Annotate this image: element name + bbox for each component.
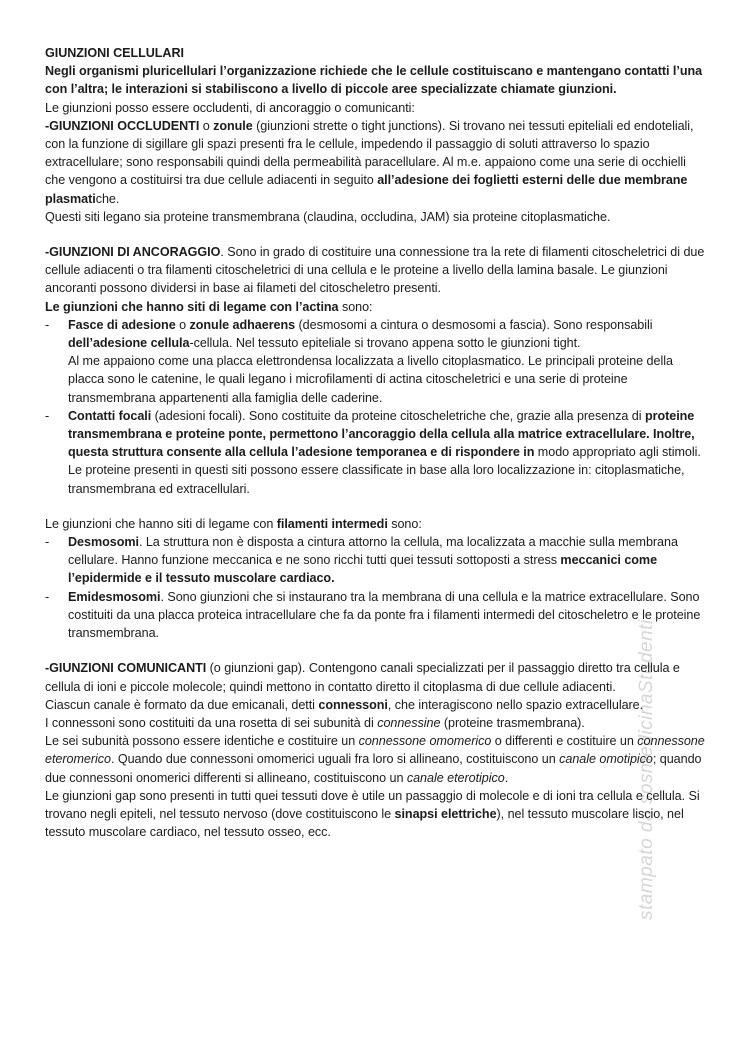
document-title: GIUNZIONI CELLULARI [45,46,184,60]
intermediate-filament-heading: Le giunzioni che hanno siti di legame con filamenti intermedi sono: [45,516,422,531]
intro-paragraph: Negli organismi pluricellulari l’organizzazione richiede che le cellule costituiscano e mantengano contatti l’una con l’altra; le interazioni si stabiliscono a livello di piccole aree specializzate chiamate giunzioni. [45,64,703,97]
gap-junctions-paragraph: -GIUNZIONI COMUNICANTI (o giunzioni gap). Contengono canali specializzati per il passaggio diretto tra cellula e cellula di ioni e piccole molecole; quindi mettono in contatto diretto il citoplasma di due cellule adiacenti. [45,661,680,694]
occluding-junctions-paragraph: -GIUNZIONI OCCLUDENTI o zonule (giunzioni strette o tight junctions). Si trovano nei tessuti epiteliali ed endoteliali, con la funzione di sigillare gli spazi presenti fra le cellule, impedendo il passaggio di soluti attraverso lo spazio extracellulare; sono responsabili quindi della permeabilità paracellulare. Al m.e. appaiono come una serie di occhielli che vengono a costituirsi tra due cellule adiacenti in seguito all’adesione dei foglietti esterni delle due membrane plasmatiche. [45,118,694,206]
gap-tissues-paragraph: Le giunzioni gap sono presenti in tutti quei tessuti dove è utile un passaggio di molecole e di ioni tra cellula e cellula. Si trovano negli epiteli, nel tessuto nervoso (dove costituiscono le sinapsi elettriche), nel tessuto muscolare liscio, nel tessuto muscolare cardiaco, nel tessuto osseo, ecc. [45,788,700,840]
actin-junctions-heading: Le giunzioni che hanno siti di legame con l’actina sono: [45,299,373,314]
connexon-paragraph: Ciascun canale è formato da due emicanali, detti connessoni, che interagiscono nello spazio extracellulare. [45,697,644,712]
document-body [45,44,705,841]
watermark: stampato da sosmedicinaStudenti [636,619,657,920]
list-dash: - [45,535,50,550]
list-item-desmosomes: - Desmosomi. La struttura non è disposta a cintura attorno la cellula, ma localizzata a macchie sulla membrana cellulare. Hanno funzione meccanica e ne sono ricchi tutti quei tessuti sottoposti a stress meccanici come l’epidermide e il tessuto muscolare cardiaco. [45,535,678,586]
list-dash: - [45,589,50,604]
anchoring-junctions-paragraph: -GIUNZIONI DI ANCORAGGIO. Sono in grado di costituire una connessione tra la rete di filamenti citoscheletrici di due cellule adiacenti o tra filamenti citoscheletrici di una cellula e le proteine a livello della lamina basale. Le giunzioni ancoranti possono dividersi in base ai filameti del citoscheletro presenti. [45,245,705,296]
junction-types-line: Le giunzioni posso essere occludenti, di ancoraggio o comunicanti: [45,100,415,115]
occluding-proteins-line: Questi siti legano sia proteine transmembrana (claudina, occludina, JAM) sia proteine citoplasmatiche. [45,209,611,224]
list-item-hemidesmosomes: - Emidesmosomi. Sono giunzioni che si instaurano tra la membrana di una cellula e la matrice extracellulare. Sono costituiti da una placca proteica intracellulare che fa da ponte fra i filamenti intermedi del citoscheletro e le proteine transmembrana. [45,589,701,641]
subunits-paragraph: Le sei subunità possono essere identiche e costituire un connessone omomerico o differenti e costituire un connessone eteromerico. Quando due connessoni omomerici uguali fra loro si allineano, costituiscono un canale omotipico; quando due connessoni onomerici differenti si allineano, costituiscono un canale eterotipico. [45,734,705,785]
list-item-focal-contacts: - Contatti focali (adesioni focali). Sono costituite da proteine citoscheletriche che, grazie alla presenza di proteine transmembrana e proteine ponte, permettono l’ancoraggio della cellula alla matrice extracellulare. Inoltre, questa struttura consente alla cellula l’adesione temporanea e di rispondere in modo appropriato agli stimoli. Le proteine presenti in questi siti possono essere classificate in base alla loro localizzazione in: citoplasmatiche, transmembrana ed extracellulari. [45,408,701,496]
list-item-adhesion-belts: - Fasce di adesione o zonule adhaerens (desmosomi a cintura o desmosomi a fascia). Sono responsabili dell’adesione cellula-cellula. Nel tessuto epiteliale si trovano appena sotto le giunzioni tight. Al me appaiono come una placca elettrondensa localizzata a livello citoplasmatico. Le principali proteine della placca sono le catenine, le quali legano i microfilamenti di actina citoscheletrici e una serie di proteine transmembrana appartenenti alla famiglia delle caderine. [45,317,673,405]
list-dash: - [45,408,50,423]
connexin-paragraph: I connessoni sono costituiti da una rosetta di sei subunità di connessine (proteine trasmembrana). [45,715,585,730]
list-dash: - [45,317,50,332]
